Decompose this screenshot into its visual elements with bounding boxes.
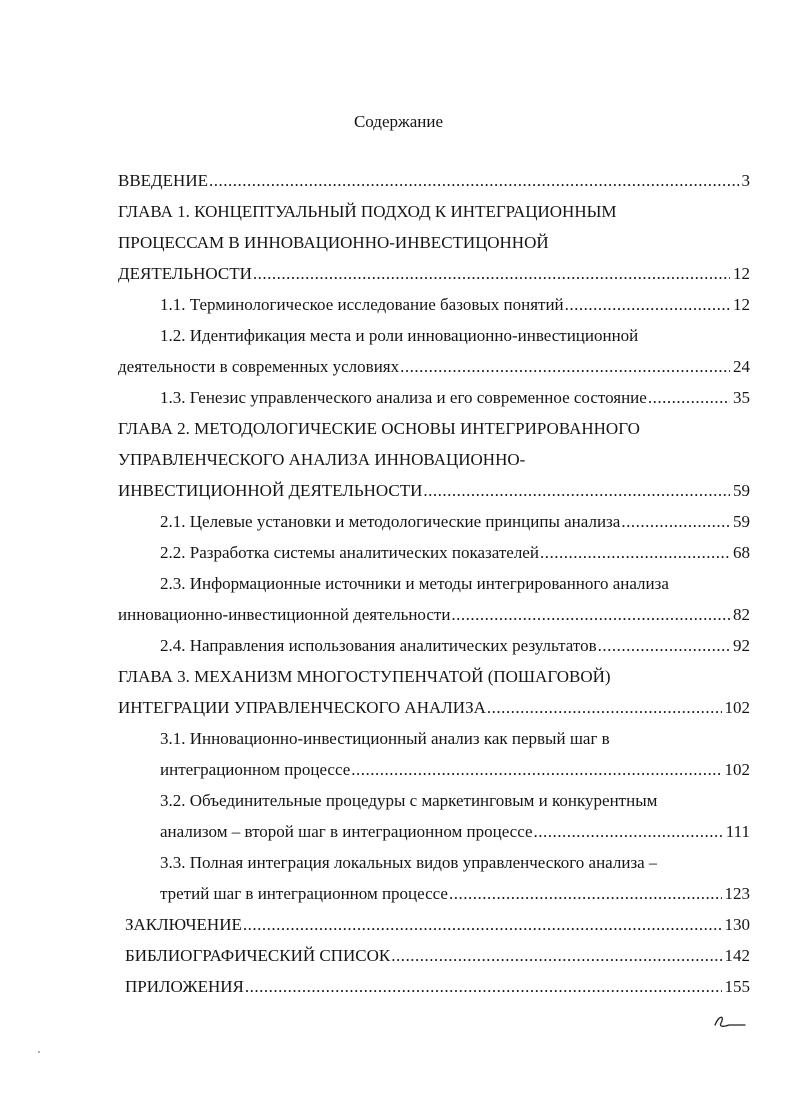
toc-entry-text: ПРОЦЕССАМ В ИННОВАЦИОННО-ИНВЕСТИЦОННОЙ	[118, 233, 549, 252]
toc-entry[interactable]	[160, 568, 669, 599]
toc-entry[interactable]	[160, 289, 750, 320]
toc-entry-page: 92	[733, 636, 750, 655]
toc-entry[interactable]	[160, 754, 750, 785]
toc-entry[interactable]	[118, 258, 750, 289]
toc-entry[interactable]	[160, 537, 750, 568]
toc-entry-text: ГЛАВА 3. МЕХАНИЗМ МНОГОСТУПЕНЧАТОЙ (ПОШАГОВОЙ)	[118, 667, 611, 686]
toc-entry[interactable]	[118, 599, 750, 630]
toc-leader-dots	[391, 940, 721, 971]
toc-entry[interactable]	[160, 785, 657, 816]
toc-entry-text: ПРИЛОЖЕНИЯ	[125, 977, 244, 996]
toc-entry[interactable]	[118, 413, 640, 444]
toc-entry[interactable]	[118, 196, 617, 227]
scan-speck	[38, 1051, 40, 1053]
toc-leader-dots	[449, 878, 722, 909]
toc-entry[interactable]	[118, 351, 750, 382]
toc-leader-dots	[209, 165, 739, 196]
toc-entry[interactable]	[160, 878, 750, 909]
toc-leader-dots	[487, 692, 722, 723]
toc-leader-dots	[243, 909, 722, 940]
toc-entry[interactable]	[125, 940, 750, 971]
toc-entry[interactable]	[118, 692, 750, 723]
toc-entry-text: ИНТЕГРАЦИИ УПРАВЛЕНЧЕСКОГО АНАЛИЗА	[118, 698, 486, 717]
page-title: Содержание	[353, 112, 444, 131]
toc-entry[interactable]	[118, 475, 750, 506]
toc-leader-dots	[598, 630, 730, 661]
toc-entry[interactable]	[125, 971, 750, 1002]
toc-entry[interactable]	[118, 661, 611, 692]
toc-entry-page: 3	[741, 171, 750, 190]
toc-entry[interactable]	[118, 227, 549, 258]
toc-leader-dots	[451, 599, 730, 630]
toc-entry-page: 130	[724, 915, 750, 934]
toc-entry-text: 1.1. Терминологическое исследование базовых понятий	[160, 295, 564, 314]
toc-entry-text: 3.1. Инновационно-инвестиционный анализ как первый шаг в	[160, 729, 610, 748]
toc-entry-text: БИБЛИОГРАФИЧЕСКИЙ СПИСОК	[125, 946, 391, 965]
toc-entry[interactable]	[160, 816, 750, 847]
toc-entry-text: третий шаг в интеграционном процессе	[160, 884, 448, 903]
toc-entry-text: УПРАВЛЕНЧЕСКОГО АНАЛИЗА ИННОВАЦИОННО-	[118, 450, 526, 469]
signature-mark	[711, 1011, 747, 1033]
toc-entry-text: ГЛАВА 1. КОНЦЕПТУАЛЬНЫЙ ПОДХОД К ИНТЕГРАЦИОННЫМ	[118, 202, 617, 221]
toc-entry-page: 142	[724, 946, 750, 965]
toc-entry-text: интеграционном процессе	[160, 760, 351, 779]
toc-leader-dots	[621, 506, 730, 537]
toc-entry-text: ЗАКЛЮЧЕНИЕ	[125, 915, 242, 934]
toc-entry-text: ИНВЕСТИЦИОННОЙ ДЕЯТЕЛЬНОСТИ	[118, 481, 423, 500]
toc-entry-page: 68	[733, 543, 750, 562]
toc-entry-text: ГЛАВА 2. МЕТОДОЛОГИЧЕСКИЕ ОСНОВЫ ИНТЕГРИРОВАННОГО	[118, 419, 640, 438]
toc-entry-page: 102	[724, 698, 750, 717]
toc-entry-page: 102	[724, 760, 750, 779]
toc-leader-dots	[245, 971, 722, 1002]
toc-entry-text: 2.4. Направления использования аналитических результатов	[160, 636, 597, 655]
toc-entry[interactable]	[160, 630, 750, 661]
toc-entry-text: 3.2. Объединительные процедуры с маркетинговым и конкурентным	[160, 791, 658, 810]
toc-entry[interactable]	[160, 320, 638, 351]
toc-entry-page: 12	[733, 295, 750, 314]
toc-entry-text: 2.2. Разработка системы аналитических показателей	[160, 543, 539, 562]
toc-entry-text: ДЕЯТЕЛЬНОСТИ	[118, 264, 252, 283]
toc-entry[interactable]	[160, 382, 750, 413]
toc-entry-text: 1.3. Генезис управленческого анализа и его современное состояние	[160, 388, 647, 407]
toc-entry-page: 111	[725, 822, 750, 841]
toc-leader-dots	[565, 289, 730, 320]
toc-entry[interactable]	[160, 506, 750, 537]
toc-entry-page: 35	[733, 388, 750, 407]
toc-leader-dots	[400, 351, 730, 382]
toc-entry[interactable]	[160, 847, 657, 878]
toc-entry-page: 12	[733, 264, 750, 283]
toc-entry-page: 82	[733, 605, 750, 624]
toc-entry-page: 59	[733, 481, 750, 500]
toc-entry[interactable]	[118, 444, 525, 475]
toc-leader-dots	[534, 816, 723, 847]
toc-leader-dots	[648, 382, 730, 413]
toc-entry[interactable]	[125, 909, 750, 940]
toc-entry[interactable]	[160, 723, 610, 754]
toc-entry-text: инновационно-инвестиционной деятельности	[118, 605, 451, 624]
toc-entry-text: 3.3. Полная интеграция локальных видов управленческого анализа –	[160, 853, 658, 872]
toc-entry-page: 24	[733, 357, 750, 376]
toc-entry-text: ВВЕДЕНИЕ	[118, 171, 208, 190]
toc-entry-page: 59	[733, 512, 750, 531]
toc-entry-text: 1.2. Идентификация места и роли инновационно-инвестиционной	[160, 326, 639, 345]
toc-leader-dots	[253, 258, 730, 289]
toc-leader-dots	[423, 475, 730, 506]
toc-leader-dots	[540, 537, 730, 568]
toc-entry-page: 155	[724, 977, 750, 996]
toc-entry-page: 123	[724, 884, 750, 903]
toc-entry-text: анализом – второй шаг в интеграционном процессе	[160, 822, 533, 841]
toc-entry-text: деятельности в современных условиях	[118, 357, 400, 376]
toc-leader-dots	[351, 754, 721, 785]
toc-entry-text: 2.1. Целевые установки и методологические принципы анализа	[160, 512, 621, 531]
toc-entry-text: 2.3. Информационные источники и методы интегрированного анализа	[160, 574, 669, 593]
toc-entry[interactable]	[118, 165, 750, 196]
